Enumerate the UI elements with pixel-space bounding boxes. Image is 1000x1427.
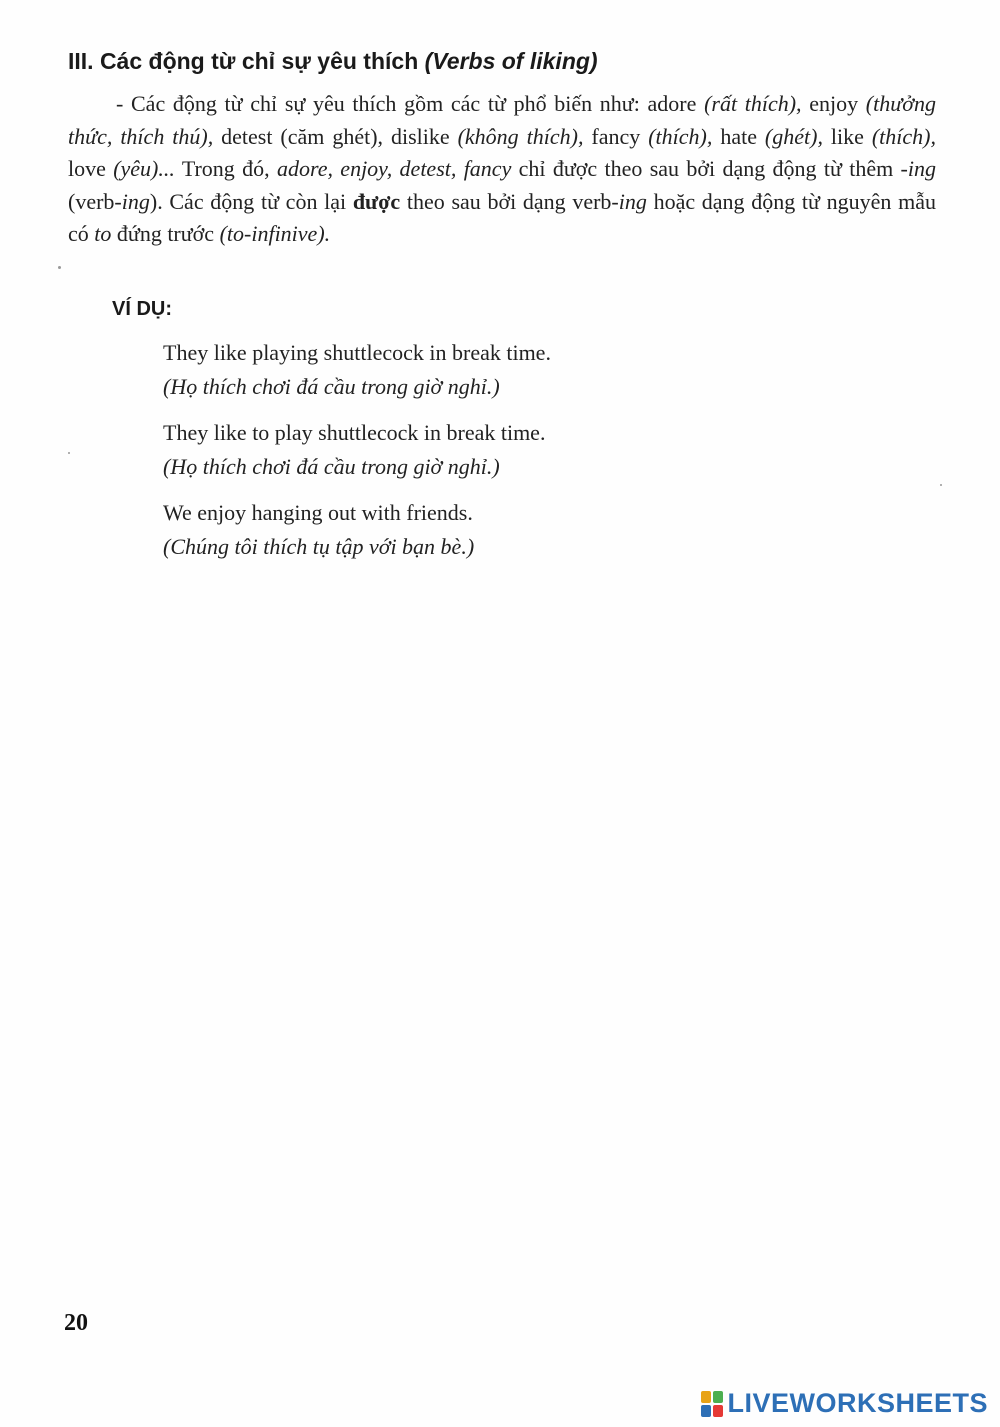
logo-square <box>713 1391 723 1403</box>
scan-speck <box>58 266 61 269</box>
paragraph-text: đứng trước <box>111 221 220 247</box>
page-number: 20 <box>64 1310 88 1336</box>
logo-square <box>701 1405 711 1417</box>
example-translation: (Họ thích chơi đá cầu trong giờ nghỉ.) <box>163 454 500 479</box>
paragraph-text: (verb- <box>68 188 122 214</box>
paragraph-gloss: (ghét), <box>764 123 823 149</box>
paragraph-text: like <box>822 123 872 149</box>
example-sentence: They like playing shuttlecock in break time. <box>163 340 551 365</box>
examples-heading: VÍ DỤ: <box>112 298 172 320</box>
brand-name: LIVEWORKSHEETS <box>727 1388 988 1418</box>
paragraph-emphasis: -ing <box>900 156 936 182</box>
logo-square <box>701 1391 711 1403</box>
section-title-vietnamese: III. Các động từ chỉ sự yêu thích <box>68 48 419 74</box>
paragraph-emphasis: to <box>94 221 112 247</box>
paragraph-text: ). Các động từ còn lại <box>149 188 353 214</box>
paragraph-gloss: (yêu)... <box>113 156 175 182</box>
explanation-paragraph <box>68 88 936 251</box>
paragraph-text: enjoy <box>801 91 866 116</box>
section-title-english: (Verbs of liking) <box>424 48 598 74</box>
paragraph-emphasis: ing <box>121 188 150 214</box>
paragraph-text: chỉ được theo sau bởi dạng động từ thêm <box>511 156 901 182</box>
scan-speck <box>940 484 942 486</box>
paragraph-gloss: (rất thích), <box>704 91 802 116</box>
paragraph-bold: được <box>352 188 401 214</box>
paragraph-emphasis: ing <box>618 188 647 214</box>
paragraph-gloss: (thích), <box>648 123 713 149</box>
example-item <box>163 336 551 404</box>
paragraph-text: love <box>68 156 114 182</box>
paragraph-emphasis: adore, enjoy, detest, fancy <box>276 156 512 182</box>
paragraph-gloss: (thích), <box>871 123 936 149</box>
paragraph-text: fancy <box>583 123 649 149</box>
paragraph-text: detest (căm ghét), dislike <box>213 123 458 149</box>
paragraph-gloss: (thưởng thức, thích thú), <box>68 91 936 149</box>
paragraph-text: theo sau bởi dạng verb- <box>400 188 619 214</box>
paragraph-text: hate <box>712 123 765 149</box>
paragraph-gloss: (không thích), <box>457 123 584 149</box>
example-sentence: They like to play shuttlecock in break time. <box>163 420 546 445</box>
liveworksheets-logo-icon <box>701 1391 723 1417</box>
liveworksheets-brand <box>701 1388 988 1419</box>
example-sentence: We enjoy hanging out with friends. <box>163 500 473 525</box>
paragraph-text: hoặc dạng động từ nguyên mẫu có <box>68 188 936 247</box>
paragraph-gloss: (to-infinive). <box>219 221 331 247</box>
scan-speck <box>68 452 70 454</box>
paragraph-text: Trong đó, <box>174 156 277 182</box>
example-item <box>163 416 545 484</box>
example-translation: (Chúng tôi thích tụ tập với bạn bè.) <box>163 534 475 559</box>
section-title <box>68 48 598 75</box>
example-item <box>163 496 474 564</box>
paragraph-text: - Các động từ chỉ sự yêu thích gồm các từ phổ biến như: adore <box>116 91 705 116</box>
example-translation: (Họ thích chơi đá cầu trong giờ nghỉ.) <box>163 374 500 399</box>
logo-square <box>713 1405 723 1417</box>
